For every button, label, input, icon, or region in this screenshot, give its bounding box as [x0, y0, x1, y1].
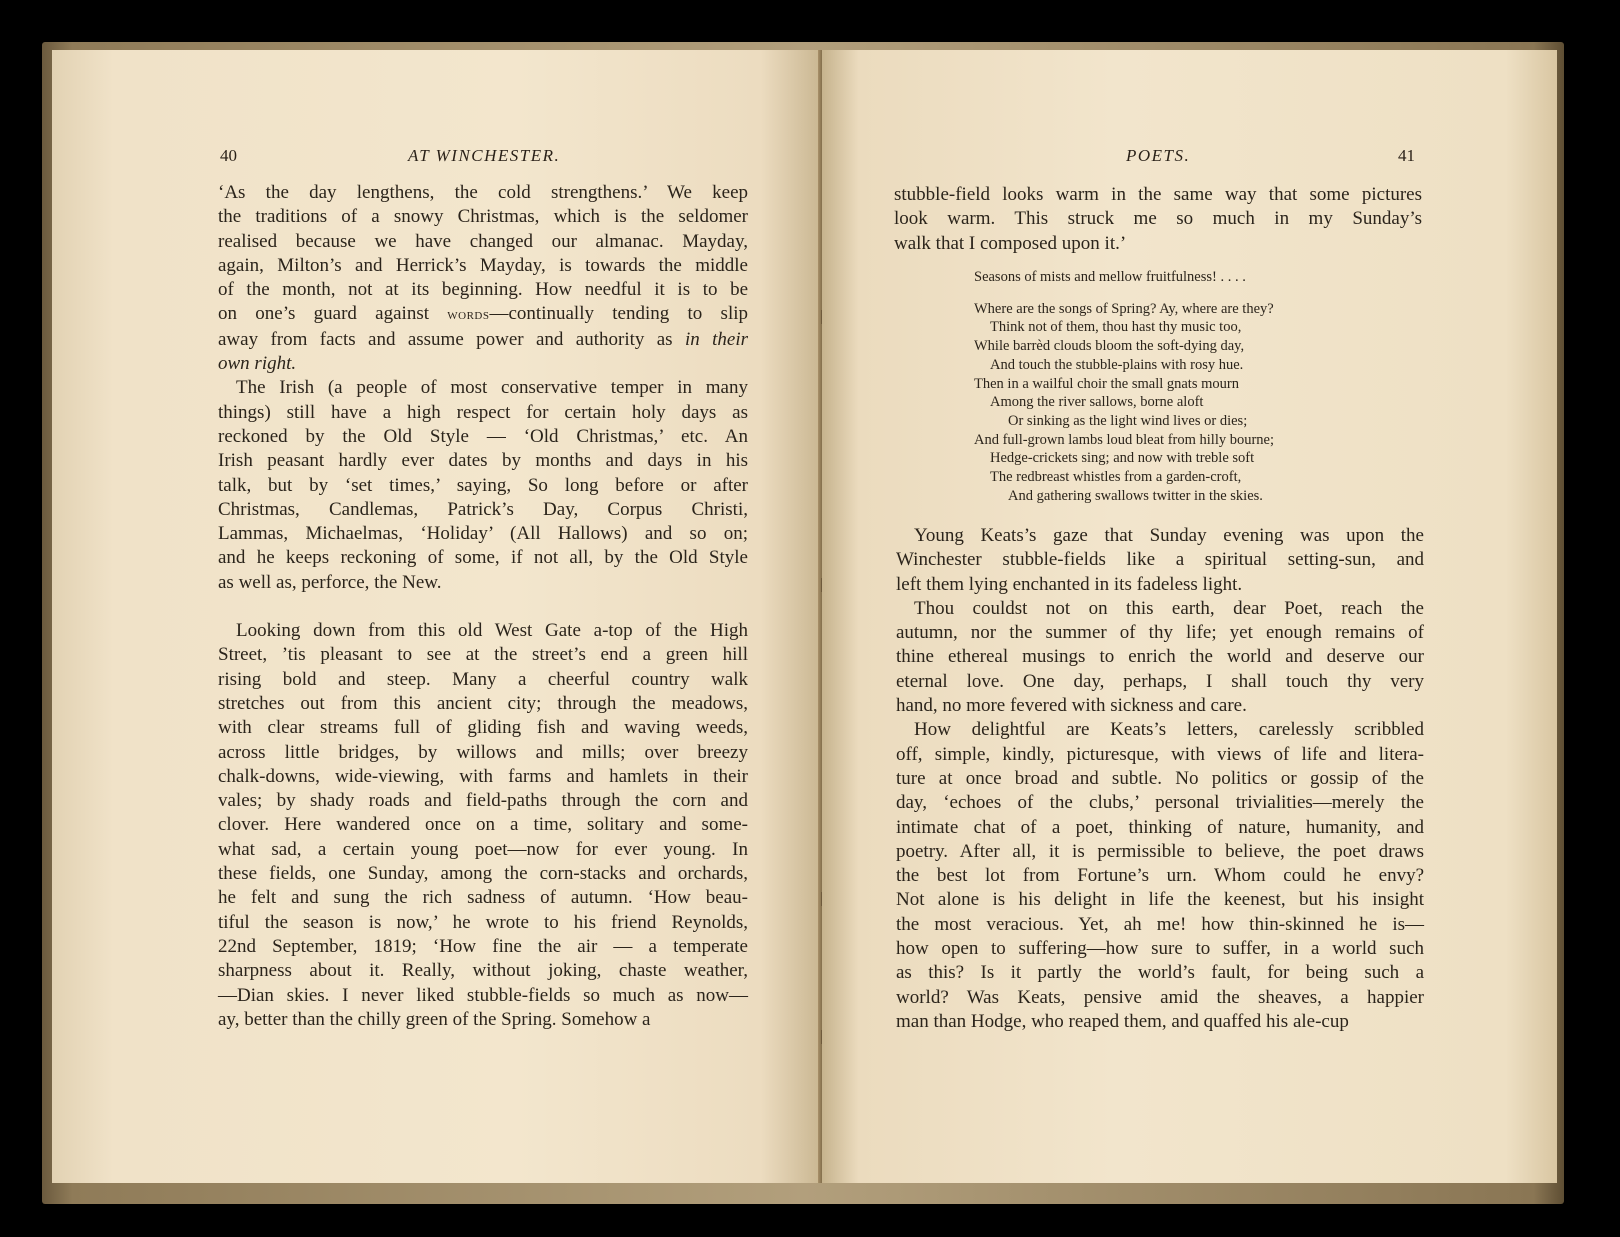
text-line: again, Milton’s and Herrick’s Mayday, is towards the middle: [218, 254, 748, 276]
paragraph: [896, 524, 1424, 597]
poem-line: Among the river sallows, borne aloft: [990, 394, 1204, 411]
text-line: 22nd September, 1819; ‘How fine the air — a temperate: [218, 935, 748, 957]
text-line: he felt and sung the rich sadness of autumn. ‘How beau-: [218, 887, 748, 909]
text-line: these fields, one Sunday, among the corn-stacks and orchards,: [218, 863, 748, 885]
text-line: Street, ’tis pleasant to see at the street’s end a green hill: [218, 644, 748, 666]
poem-line: The redbreast whistles from a garden-croft,: [990, 469, 1242, 486]
text-line: ture at once broad and subtle. No politics or gossip of the: [896, 767, 1424, 789]
text-line: Christmas, Candlemas, Patrick’s Day, Corpus Christi,: [218, 498, 748, 520]
text-line: autumn, nor the summer of thy life; yet enough remains of: [896, 622, 1424, 644]
poem-line: While barrèd clouds bloom the soft-dying day,: [974, 338, 1245, 355]
paragraph: [218, 619, 748, 1032]
paragraph: [896, 597, 1424, 718]
text-line: Young Keats’s gaze that Sunday evening was upon the: [914, 525, 1424, 546]
text-line: —Dian skies. I never liked stubble-fields so much as now—: [218, 984, 748, 1006]
text-line: the most veracious. Yet, ah me! how thin-skinned he is—: [896, 913, 1424, 935]
text-line: Not alone is his delight in life the keenest, but his insight: [896, 889, 1424, 911]
text-line: chalk-downs, wide-viewing, with farms and hamlets in their: [218, 765, 748, 787]
text-line: Lammas, Michaelmas, ‘Holiday’ (All Hallows) and so on;: [218, 523, 748, 545]
text-line: Irish peasant hardly ever dates by months and days in his: [218, 450, 748, 472]
text-line: off, simple, kindly, picturesque, with views of life and litera-: [896, 743, 1424, 765]
text-line: [218, 352, 748, 376]
text-line: eternal love. One day, perhaps, I shall touch thy very: [896, 670, 1424, 692]
right-intro-text: [894, 183, 1422, 256]
text-line: the best lot from Fortune’s urn. Whom could he envy?: [896, 865, 1424, 887]
text-line: as well as, perforce, the New.: [218, 571, 442, 593]
smallcaps-words: words: [447, 306, 490, 324]
text-line: tiful the season is now,’ he wrote to his friend Reynolds,: [218, 911, 748, 933]
text-fragment: away from facts and assume power and authority as: [218, 328, 685, 350]
text-line: [218, 328, 748, 352]
text-line: walk that I composed upon it.’: [894, 232, 1127, 254]
paragraph: [218, 376, 748, 595]
text-line: ay, better than the chilly green of the Spring. Somehow a: [218, 1008, 651, 1030]
text-line: talk, but by ‘set times,’ saying, So long before or after: [218, 474, 748, 496]
paragraph: [218, 181, 748, 376]
text-line: ‘As the day lengthens, the cold strengthens.’ We keep: [218, 182, 748, 203]
left-page-text: [218, 181, 748, 1032]
poem-line: Seasons of mists and mellow fruitfulness! . . . .: [974, 269, 1246, 285]
right-running-head: POETS.: [1126, 146, 1191, 165]
text-line: day, ‘echoes of the clubs,’ personal trivialities—merely the: [896, 792, 1424, 814]
text-line: sharpness about it. Really, without joking, chaste weather,: [218, 960, 748, 982]
paragraph: [896, 718, 1424, 1034]
text-line: hand, no more fevered with sickness and care.: [896, 695, 1247, 717]
text-line: Winchester stubble-fields like a spiritual setting-sun, and: [896, 549, 1424, 571]
section-break: [218, 595, 748, 619]
text-line: reckoned by the Old Style — ‘Old Christmas,’ etc. An: [218, 425, 748, 447]
text-line: poetry. After all, it is permissible to believe, the poet draws: [896, 840, 1424, 862]
poem-line: And touch the stubble-plains with rosy hue.: [990, 356, 1244, 373]
left-page-number: 40: [220, 146, 237, 165]
poem-line: Or sinking as the light wind lives or dies;: [1008, 412, 1248, 429]
text-line: how open to suffering—how sure to suffer, in a world such: [896, 938, 1424, 960]
text-line: How delightful are Keats’s letters, carelessly scribbled: [914, 719, 1424, 741]
text-line: and he keeps reckoning of some, if not all, by the Old Style: [218, 547, 748, 569]
text-line: clover. Here wandered once on a time, solitary and some-: [218, 814, 748, 836]
text-line: what sad, a certain young poet—now for ever young. In: [218, 838, 748, 860]
poem-line: Then in a wailful choir the small gnats mourn: [974, 375, 1239, 392]
text-line: rising bold and steep. Many a cheerful country walk: [218, 668, 748, 690]
text-line: of the month, not at its beginning. How needful it is to be: [218, 279, 748, 301]
text-line: look warm. This struck me so much in my Sunday’s: [894, 208, 1422, 230]
left-running-head: AT WINCHESTER.: [408, 146, 561, 165]
text-line: [218, 302, 748, 327]
paragraph: [894, 183, 1422, 256]
right-page-text: [896, 524, 1424, 1034]
text-line: man than Hodge, who reaped them, and quaffed his ale-cup: [896, 1010, 1349, 1032]
text-line: things) still have a high respect for certain holy days as: [218, 401, 748, 423]
text-line: world? Was Keats, pensive amid the sheaves, a happier: [896, 986, 1424, 1008]
poem-line: [974, 287, 1274, 300]
text-line: stubble-field looks warm in the same way that some pictures: [894, 184, 1422, 205]
text-line: left them lying enchanted in its fadeless light.: [896, 573, 1243, 595]
poem-line: Hedge-crickets sing; and now with treble soft: [990, 450, 1255, 467]
text-line: stretches out from this ancient city; through the meadows,: [218, 692, 748, 714]
poem-line: Where are the songs of Spring? Ay, where are they?: [974, 300, 1274, 317]
text-line: as this? Is it partly the world’s fault, for being such a: [896, 962, 1424, 984]
poem-quotation: [974, 268, 1274, 505]
text-line: with clear streams full of gliding fish and waving weeds,: [218, 717, 748, 739]
poem-line: And gathering swallows twitter in the skies.: [1008, 487, 1263, 504]
text-line: across little bridges, by willows and mills; over breezy: [218, 741, 748, 763]
poem-line: And full-grown lambs loud bleat from hilly bourne;: [974, 431, 1275, 448]
poem-line: Think not of them, thou hast thy music too,: [990, 319, 1242, 336]
text-fragment: on one’s guard against: [218, 303, 448, 325]
text-line: The Irish (a people of most conservative temper in many: [236, 377, 748, 399]
text-line: the traditions of a snowy Christmas, which is the seldomer: [218, 206, 748, 228]
text-line: realised because we have changed our almanac. Mayday,: [218, 230, 748, 252]
text-line: thine ethereal musings to enrich the world and deserve our: [896, 646, 1424, 668]
text-line: vales; by shady roads and field-paths through the corn and: [218, 790, 748, 812]
text-line: Thou couldst not on this earth, dear Poet, reach the: [914, 597, 1424, 619]
italic-fragment: own right.: [218, 353, 297, 375]
text-line: Looking down from this old West Gate a-top of the High: [236, 620, 748, 642]
text-line: intimate chat of a poet, thinking of nature, humanity, and: [896, 816, 1424, 838]
text-fragment: —continually tending to slip: [489, 303, 749, 325]
right-page-number: 41: [1398, 146, 1415, 165]
italic-fragment: in their: [684, 328, 748, 350]
